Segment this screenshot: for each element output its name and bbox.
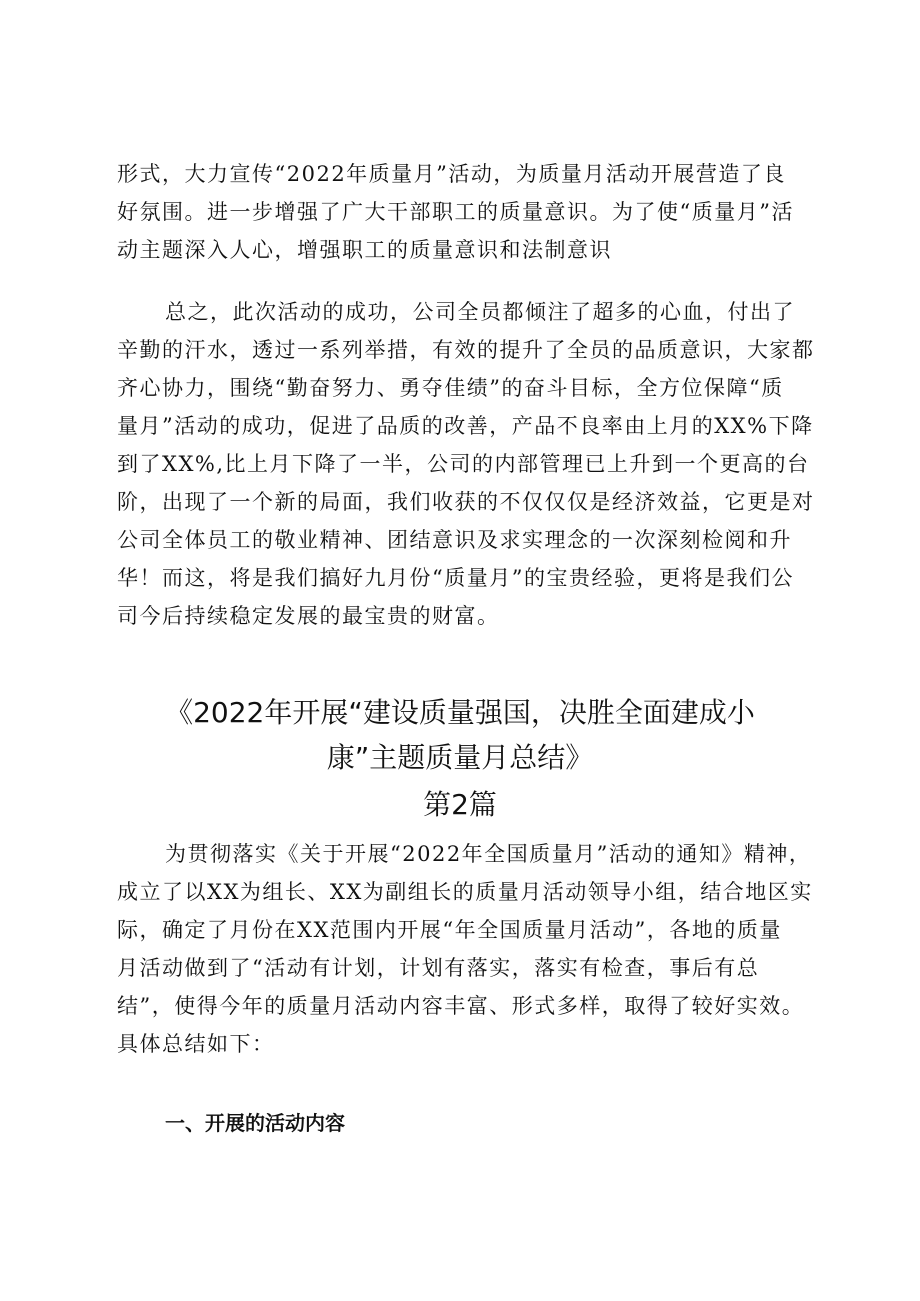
paragraph-line: 形式，大力宣传“2022年质量月”活动，为质量月活动开展营造了良 (117, 162, 786, 186)
paragraph-3 (117, 835, 822, 1063)
paragraph-line: 量月”活动的成功，促进了品质的改善，产品不良率由上月的XX%下降 (117, 414, 814, 438)
paragraph-line: 司今后持续稳定发展的最宝贵的财富。 (117, 604, 500, 628)
paragraph-line: 月活动做到了“活动有计划，计划有落实，落实有检查，事后有总 (117, 956, 760, 980)
document-title-line-2: 康”主题质量月总结》 (326, 741, 594, 774)
paragraph-2 (117, 293, 822, 635)
paragraph-line: 辛勤的汗水，透过一系列举措，有效的提升了全员的品质意识，大家都 (117, 338, 815, 362)
paragraph-line: 公司全体员工的敬业精神、团结意识及求实理念的一次深刻检阅和升 (117, 528, 792, 552)
paragraph-line: 到了XX%,比上月下降了一半，公司的内部管理已上升到一个更高的台 (117, 452, 810, 476)
paragraph-line: 结”，使得今年的质量月活动内容丰富、形式多样，取得了较好实效。 (117, 994, 805, 1018)
paragraph-1 (117, 155, 822, 269)
paragraph-line: 齐心协力，围绕“勤奋努力、勇夺佳绩”的奋斗目标，全方位保障“质 (117, 376, 784, 400)
paragraph-line: 动主题深入人心，增强职工的质量意识和法制意识 (117, 238, 612, 262)
paragraph-line: 为贯彻落实《关于开展“2022年全国质量月”活动的通知》精神， (165, 842, 812, 866)
paragraph-line: 华！而这，将是我们搞好九月份“质量月”的宝贵经验，更将是我们公 (117, 566, 794, 590)
paragraph-line: 际，确定了月份在XX范围内开展“年全国质量月活动”，各地的质量 (117, 918, 782, 942)
paragraph-line: 具体总结如下： (117, 1032, 275, 1056)
section-heading: 一、开展的活动内容 (165, 1111, 345, 1135)
paragraph-line: 成立了以XX为组长、XX为副组长的质量月活动领导小组，结合地区实 (117, 880, 813, 904)
paragraph-line: 总之，此次活动的成功，公司全员都倾注了超多的心血，付出了 (165, 300, 795, 324)
paragraph-line: 好氛围。进一步增强了广大干部职工的质量意识。为了使“质量月”活 (117, 200, 794, 224)
paragraph-line: 阶，出现了一个新的局面，我们收获的不仅仅仅是经济效益，它更是对 (117, 490, 815, 514)
document-part-number: 第2篇 (423, 788, 497, 821)
document-title-line-1: 《2022年开展“建设质量强国，决胜全面建成小 (165, 696, 755, 729)
